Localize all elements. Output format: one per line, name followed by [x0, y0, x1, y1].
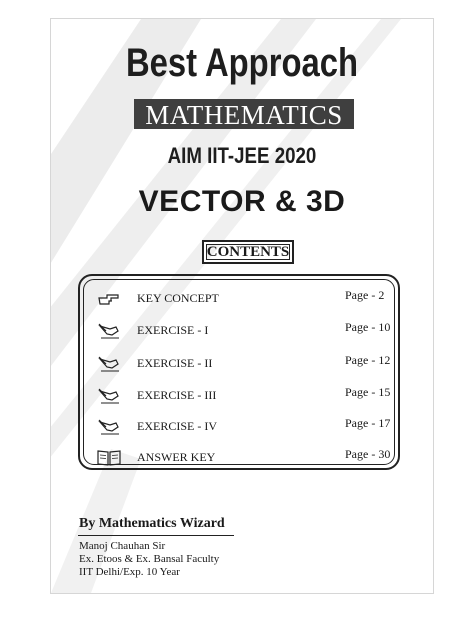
toc-label: EXERCISE - II	[137, 356, 213, 370]
toc-label: EXERCISE - I	[137, 323, 209, 337]
pointing-hand-icon	[97, 290, 121, 308]
subject-label: MATHEMATICS	[145, 100, 343, 130]
subject-band	[134, 99, 354, 129]
toc-row-exercise-2[interactable]	[80, 353, 398, 377]
writing-hand-icon	[97, 355, 121, 373]
by-line: By Mathematics Wizard	[79, 516, 225, 531]
toc-page: Page - 17	[345, 416, 391, 430]
toc-page: Page - 15	[345, 385, 391, 399]
author-line: IIT Delhi/Exp. 10 Year	[79, 566, 180, 578]
cover-page	[50, 18, 434, 594]
toc-page: Page - 2	[345, 288, 385, 302]
writing-hand-icon	[97, 322, 121, 340]
book-title: Best Approach	[125, 41, 359, 85]
writing-hand-icon	[97, 418, 121, 436]
toc-row-key-concept[interactable]	[80, 288, 398, 312]
toc-label: ANSWER KEY	[137, 450, 216, 464]
toc-page: Page - 30	[345, 447, 391, 461]
toc-page: Page - 12	[345, 353, 391, 367]
toc-label: KEY CONCEPT	[137, 291, 219, 305]
toc-row-answer-key[interactable]	[80, 447, 398, 471]
author-line: Ex. Etoos & Ex. Bansal Faculty	[79, 553, 220, 565]
open-book-icon	[97, 449, 121, 467]
by-line-underline	[78, 535, 234, 536]
toc-page: Page - 10	[345, 320, 391, 334]
toc-label: EXERCISE - III	[137, 388, 217, 402]
toc-label: EXERCISE - IV	[137, 419, 217, 433]
aim-label: AIM IIT-JEE 2020	[167, 143, 317, 168]
topic-title: VECTOR & 3D	[138, 185, 346, 218]
author-line: Manoj Chauhan Sir	[79, 540, 166, 552]
toc-row-exercise-1[interactable]	[80, 320, 398, 344]
writing-hand-icon	[97, 387, 121, 405]
toc-row-exercise-4[interactable]	[80, 416, 398, 440]
toc-box	[78, 274, 400, 470]
toc-row-exercise-3[interactable]	[80, 385, 398, 409]
contents-heading: CONTENTS	[202, 240, 294, 264]
